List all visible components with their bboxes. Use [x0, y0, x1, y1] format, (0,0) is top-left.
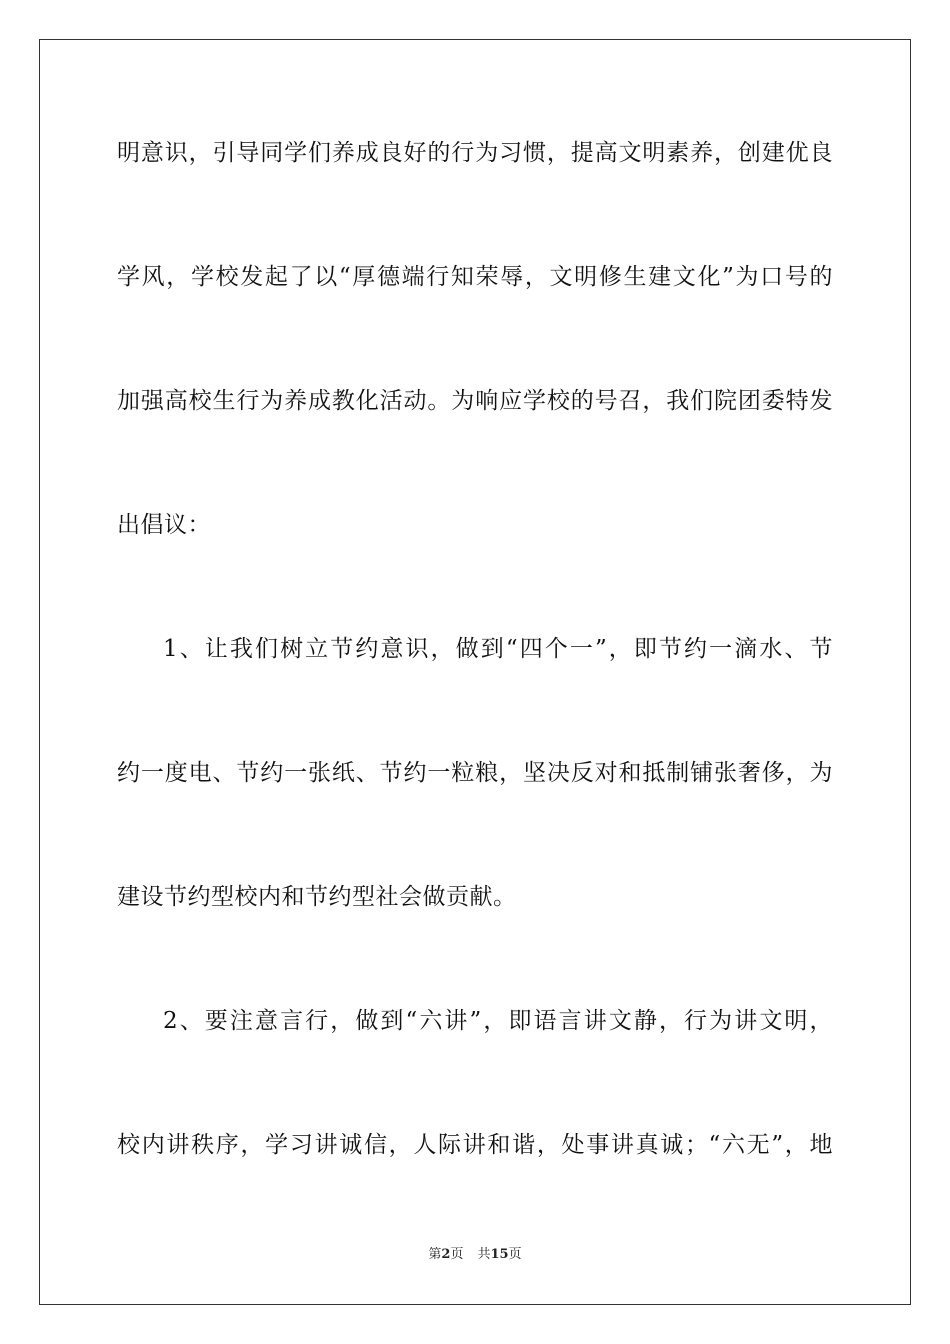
- page-prefix: 第: [428, 1247, 442, 1262]
- body-line-4: 出倡议：: [117, 512, 211, 538]
- total-pages: 15: [490, 1247, 509, 1262]
- total-suffix: 页: [508, 1247, 522, 1262]
- page-suffix: 页: [450, 1247, 464, 1262]
- body-line-8: 2、要注意言行，做到“六讲”，即语言讲文静，行为讲文明，: [163, 1008, 833, 1034]
- body-line-6: 约一度电、节约一张纸、节约一粒粮，坚决反对和抵制铺张奢侈，为: [117, 760, 833, 786]
- body-line-1: 明意识，引导同学们养成良好的行为习惯，提高文明素养，创建优良: [117, 140, 833, 166]
- body-line-7: 建设节约型校内和节约型社会做贡献。: [117, 884, 517, 910]
- page-footer: [0, 1246, 950, 1264]
- total-prefix: 共: [477, 1247, 491, 1262]
- body-line-9: 校内讲秩序，学习讲诚信，人际讲和谐，处事讲真诚；“六无”，地: [117, 1132, 833, 1158]
- body-line-3: 加强高校生行为养成教化活动。为响应学校的号召，我们院团委特发: [117, 388, 833, 414]
- body-line-2: 学风，学校发起了以“厚德端行知荣辱，文明修生建文化”为口号的: [117, 264, 833, 290]
- page-frame: [39, 39, 911, 1305]
- body-line-5: 1、让我们树立节约意识，做到“四个一”，即节约一滴水、节: [163, 636, 833, 662]
- page-number: 2: [441, 1247, 451, 1262]
